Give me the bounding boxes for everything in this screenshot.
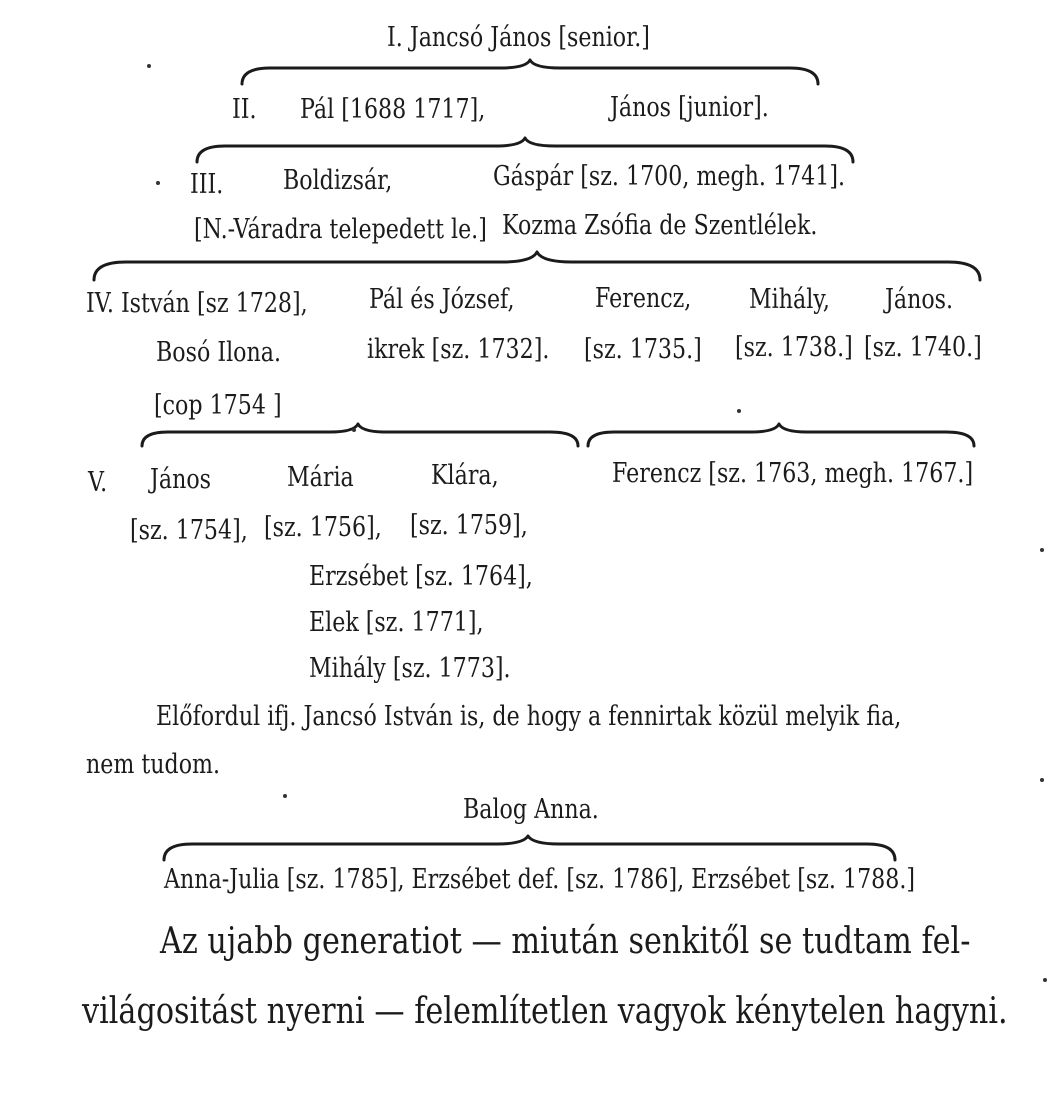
scan-speck xyxy=(1040,548,1044,552)
gen5-klara-note: [sz. 1759], xyxy=(410,510,528,541)
gen4-janos-note: [sz. 1740.] xyxy=(864,332,982,363)
gen4-mihaly: Mihály, xyxy=(749,284,830,315)
gen2-janos: János [junior]. xyxy=(610,92,769,123)
gen5-mihaly: Mihály [sz. 1773]. xyxy=(309,653,511,684)
balog-children: Anna-Julia [sz. 1785], Erzsébet def. [sz. 1786], Erzsébet [sz. 1788.] xyxy=(164,864,916,895)
note-line-1: Előfordul ifj. Jancsó István is, de hogy a fennirtak közül melyik fia, xyxy=(156,701,902,732)
gen1-line: I. Jancsó János [senior.] xyxy=(387,22,650,53)
gen3-gaspar-spouse: Kozma Zsófia de Szentlélek. xyxy=(502,210,818,241)
gen5-ferencz: Ferencz [sz. 1763, megh. 1767.] xyxy=(612,458,974,489)
scan-speck xyxy=(1040,778,1044,782)
gen5-erzsebet: Erzsébet [sz. 1764], xyxy=(309,561,533,592)
gen5-klara: Klára, xyxy=(431,460,499,491)
gen5-numeral: V. xyxy=(88,467,108,498)
gen3-boldizsar: Boldizsár, xyxy=(283,165,393,196)
gen2-pal: Pál [1688 1717], xyxy=(300,94,486,125)
gen3-brace xyxy=(92,252,982,282)
gen4-pal-jozsef-note: ikrek [sz. 1732]. xyxy=(367,334,550,365)
gen4-ferencz: Ferencz, xyxy=(595,283,692,314)
gen4-janos: János. xyxy=(885,284,954,315)
balog-header: Balog Anna. xyxy=(463,794,599,825)
scan-speck xyxy=(283,794,287,798)
gen5-janos: János xyxy=(150,464,212,495)
gen4-istvan-marriage: [cop 1754 ] xyxy=(154,390,282,421)
scan-speck xyxy=(352,428,356,432)
gen4-istvan: IV. István [sz 1728], xyxy=(86,288,308,319)
gen4-mihaly-note: [sz. 1738.] xyxy=(735,332,853,363)
closing-line-1: Az ujabb generatiot — miután senkitől se tudtam fel- xyxy=(160,921,971,962)
gen5-maria: Mária xyxy=(287,462,354,493)
gen4-istvan-spouse: Bosó Ilona. xyxy=(156,337,281,368)
gen1-brace xyxy=(240,60,820,86)
gen4-brace-right xyxy=(586,424,976,448)
gen4-pal-jozsef: Pál és József, xyxy=(369,284,515,315)
gen2-numeral: II. xyxy=(232,94,257,125)
gen3-numeral: III. xyxy=(190,169,224,200)
gen4-brace-left xyxy=(140,424,580,448)
gen5-elek: Elek [sz. 1771], xyxy=(309,607,484,638)
scan-speck xyxy=(1043,978,1047,982)
scan-speck xyxy=(156,181,160,185)
gen3-gaspar: Gáspár [sz. 1700, megh. 1741]. xyxy=(493,161,846,192)
gen4-ferencz-note: [sz. 1735.] xyxy=(584,334,702,365)
scan-speck xyxy=(147,64,151,68)
gen5-maria-note: [sz. 1756], xyxy=(264,512,382,543)
closing-line-2: világositást nyerni — felemlítetlen vagyok kénytelen hagyni. xyxy=(82,991,1008,1032)
balog-brace xyxy=(162,836,897,862)
gen5-janos-note: [sz. 1754], xyxy=(130,515,248,546)
note-line-2: nem tudom. xyxy=(86,749,221,780)
scan-speck xyxy=(737,409,741,413)
gen3-boldizsar-note: [N.-Váradra telepedett le.] xyxy=(194,214,487,245)
